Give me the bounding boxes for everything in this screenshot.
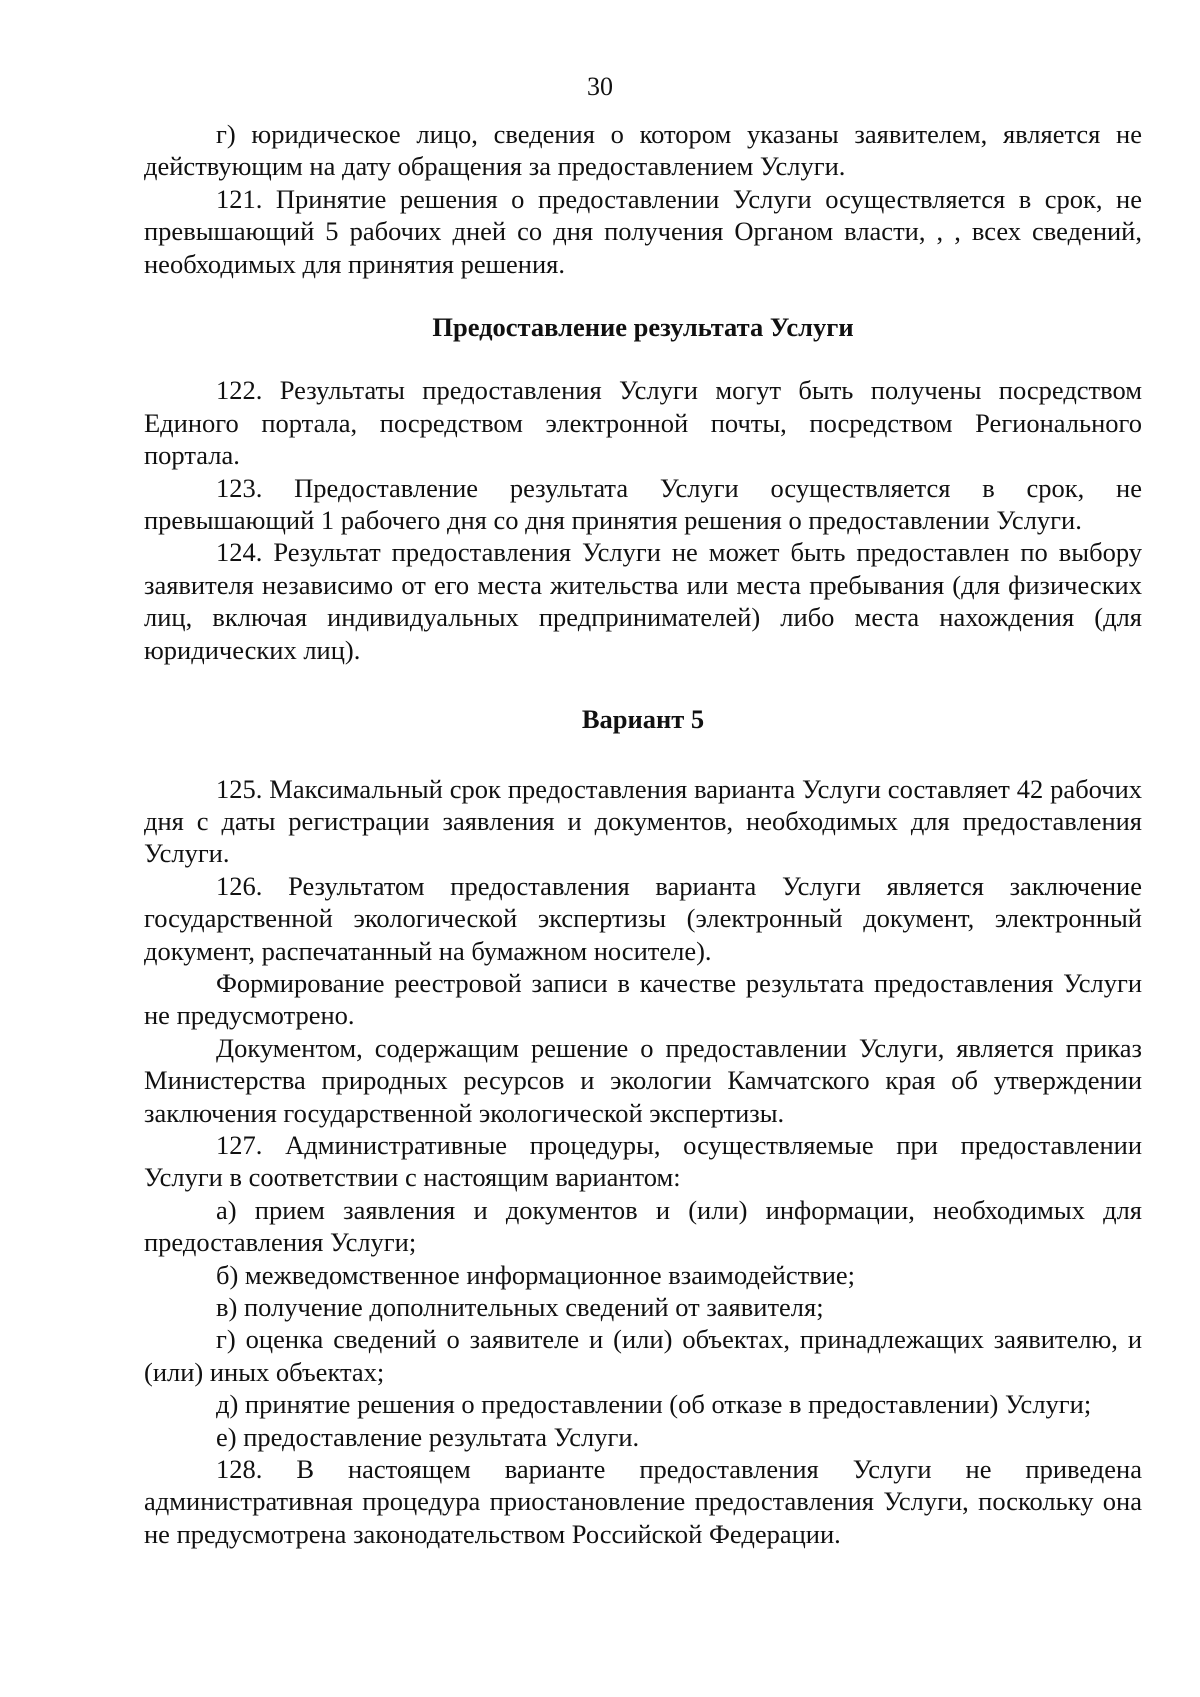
paragraph-127: 127. Административные процедуры, осуществляемые при предоставлении Услуги в соответствии с настоящим вариантом: [144,1129,1142,1193]
paragraph-registry-record: Формирование реестровой записи в качестве результата предоставления Услуги не предусмотрено. [144,967,1142,1031]
list-item-127-e: е) предоставление результата Услуги. [216,1421,640,1452]
section-heading-variant: Вариант 5 [581,704,705,735]
paragraph-g-legal-entity: г) юридическое лицо, сведения о котором указаны заявителем, является не действующим на дату обращения за предоставлением Услуги. [144,119,1142,182]
spacer [144,280,1142,311]
spacer [144,666,1142,703]
section-heading-result: Предоставление результата Услуги [432,312,854,343]
list-item-127-g: г) оценка сведений о заявителе и (или) объектах, принадлежащих заявителю, и (или) иных объектах; [144,1324,1142,1387]
spacer [144,736,1142,773]
paragraph-121: 121. Принятие решения о предоставлении Услуги осуществляется в срок, не превышающий 5 рабочих дней со дня получения Органом власти, , , всех сведений, необходимых для принятия решения. [144,183,1142,279]
paragraph-124: 124. Результат предоставления Услуги не может быть предоставлен по выбору заявителя независимо от его места жительства или места пребывания (для физических лиц, включая индивидуальных предпринимателей) либо места нахождения (для юридических лиц). [144,537,1142,665]
page-number: 30 [587,72,613,101]
paragraph-decision-document: Документом, содержащим решение о предоставлении Услуги, является приказ Министерства природных ресурсов и экологии Камчатского края об утверждении заключения государственной экологической экспертизы. [144,1032,1142,1128]
document-body [144,118,1142,1550]
paragraph-128: 128. В настоящем варианте предоставления Услуги не приведена административная процедура приостановление предоставления Услуги, поскольку она не предусмотрена законодательством Российской Федерации. [144,1454,1142,1549]
paragraph-125: 125. Максимальный срок предоставления варианта Услуги составляет 42 рабочих дня с даты регистрации заявления и документов, необходимых для предоставления Услуги. [144,773,1142,869]
list-item-127-d: д) принятие решения о предоставлении (об отказе в предоставлении) Услуги; [216,1389,1092,1420]
paragraph-122: 122. Результаты предоставления Услуги могут быть получены посредством Единого портала, посредством электронной почты, посредством Регионального портала. [144,375,1142,471]
paragraph-126: 126. Результатом предоставления варианта Услуги является заключение государственной экологической экспертизы (электронный документ, электронный документ, распечатанный на бумажном носителе). [144,870,1142,966]
spacer [144,343,1142,374]
list-item-127-b: б) межведомственное информационное взаимодействие; [216,1259,856,1290]
paragraph-123: 123. Предоставление результата Услуги осуществляется в срок, не превышающий 1 рабочего дня со дня принятия решения о предоставлении Услуги. [144,472,1142,536]
list-item-127-a: а) прием заявления и документов и (или) информации, необходимых для предоставления Услуги; [144,1194,1142,1258]
list-item-127-v: в) получение дополнительных сведений от заявителя; [216,1292,824,1322]
